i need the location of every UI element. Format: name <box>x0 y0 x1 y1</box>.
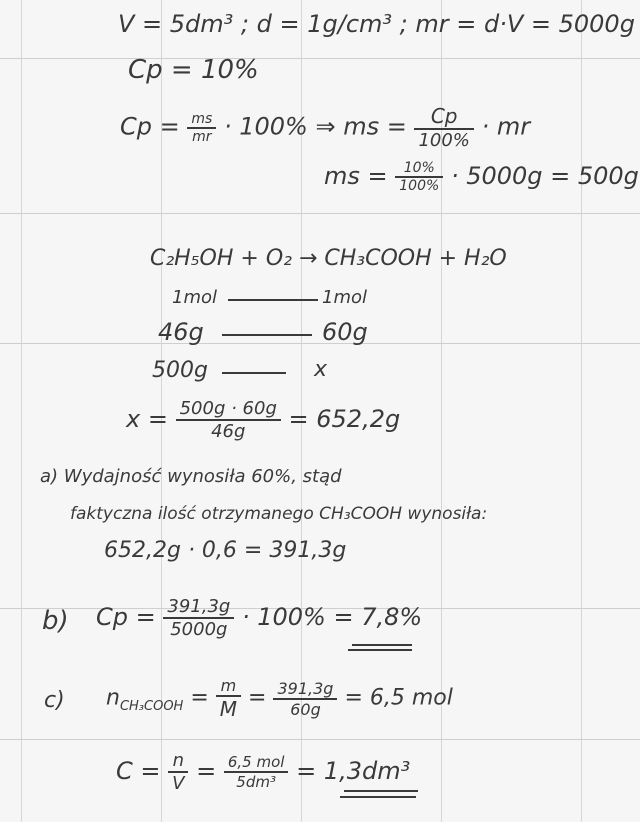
ms-result: · 5000g = 500g <box>450 162 639 190</box>
reaction-equation: C₂H₅OH + O₂ → CH₃COOH + H₂O <box>150 246 507 271</box>
frac-num: 10% <box>403 160 435 176</box>
row2-left: 46g <box>158 318 204 346</box>
formula-mid: · 100% ⇒ ms = <box>223 112 407 141</box>
row1-right: 1mol <box>322 287 367 308</box>
b-result: 7,8% <box>361 603 423 631</box>
n-subscript: CH₃COOH <box>119 698 184 714</box>
frac-den: 5dm³ <box>224 771 289 791</box>
frac-num: n <box>172 750 185 771</box>
frac-den: 100% <box>414 128 473 151</box>
part-b-calc <box>96 596 422 640</box>
ms-calc-line <box>324 160 639 194</box>
b-fraction <box>163 596 234 640</box>
row2-right: 60g <box>322 318 368 346</box>
frac-num: 500g · 60g <box>179 398 277 419</box>
rule-line <box>0 213 640 214</box>
part-c-label: c) <box>44 688 65 713</box>
frac-den: 60g <box>273 698 337 719</box>
concentration-given: Cp = 10% <box>128 55 259 85</box>
frac-den: 5000g <box>163 617 234 640</box>
x-fraction <box>176 398 281 442</box>
frac-num: Cp <box>430 104 458 128</box>
cp-label: Cp = <box>96 603 156 631</box>
frac-num: m <box>220 676 237 695</box>
frac-num: ms <box>191 110 213 127</box>
ms-mr-fraction <box>187 111 216 145</box>
m-over-M <box>216 676 241 721</box>
b-mid: · 100% = <box>241 603 354 631</box>
x-result: = 652,2g <box>288 405 401 433</box>
frac-num: 6,5 mol <box>227 753 285 771</box>
mass-over-molar <box>273 679 337 719</box>
frac-num: 391,3g <box>167 596 231 617</box>
formula-end: · mr <box>481 112 531 141</box>
part-a-line1: a) Wydajność wynosiła 60%, stąd <box>40 466 342 487</box>
n-symbol: n <box>106 685 120 711</box>
row3-right: x <box>314 357 328 382</box>
concentration-result: = 1,3dm³ <box>296 757 411 785</box>
frac-den: 46g <box>176 419 281 442</box>
result-underline <box>348 649 412 651</box>
proportion-dash <box>222 372 286 374</box>
eq-sign: = <box>190 685 209 711</box>
result-underline <box>340 796 416 798</box>
part-a-calc: 652,2g · 0,6 = 391,3g <box>104 538 347 563</box>
part-c-calc <box>106 676 453 721</box>
c-label: C = <box>116 757 161 785</box>
frac-den: V <box>168 771 188 794</box>
part-b-label: b) <box>42 606 69 636</box>
frac-num: 391,3g <box>277 678 334 698</box>
frac-den: mr <box>187 127 216 145</box>
rule-line <box>0 58 640 59</box>
frac-den: 100% <box>395 176 443 194</box>
n-over-V <box>168 750 188 794</box>
moles-result: = 6,5 mol <box>344 685 453 711</box>
percent-fraction <box>395 160 443 194</box>
rule-line <box>0 343 640 344</box>
ms-label: ms = <box>324 162 388 190</box>
concentration-calc <box>116 750 410 794</box>
x-label: x = <box>126 405 168 433</box>
result-underline <box>352 644 412 646</box>
proportion-dash <box>222 334 312 336</box>
cp-label: Cp = <box>120 112 180 141</box>
rule-line <box>0 739 640 740</box>
x-calc-line <box>126 398 400 442</box>
eq-sign: = <box>248 685 267 711</box>
eq-sign: = <box>196 757 217 785</box>
mass-formula-line <box>120 104 530 151</box>
cp-100-fraction <box>414 104 473 151</box>
frac-den: M <box>216 695 241 721</box>
row1-left: 1mol <box>172 287 217 308</box>
mol-over-volume <box>224 753 289 791</box>
result-underline <box>344 790 418 792</box>
row3-left: 500g <box>152 358 208 383</box>
proportion-dash <box>228 299 318 301</box>
given-data-line: V = 5dm³ ; d = 1g/cm³ ; mr = d·V = 5000g <box>118 10 635 38</box>
part-a-line2: faktyczna ilość otrzymanego CH₃COOH wynosiła: <box>70 504 488 524</box>
